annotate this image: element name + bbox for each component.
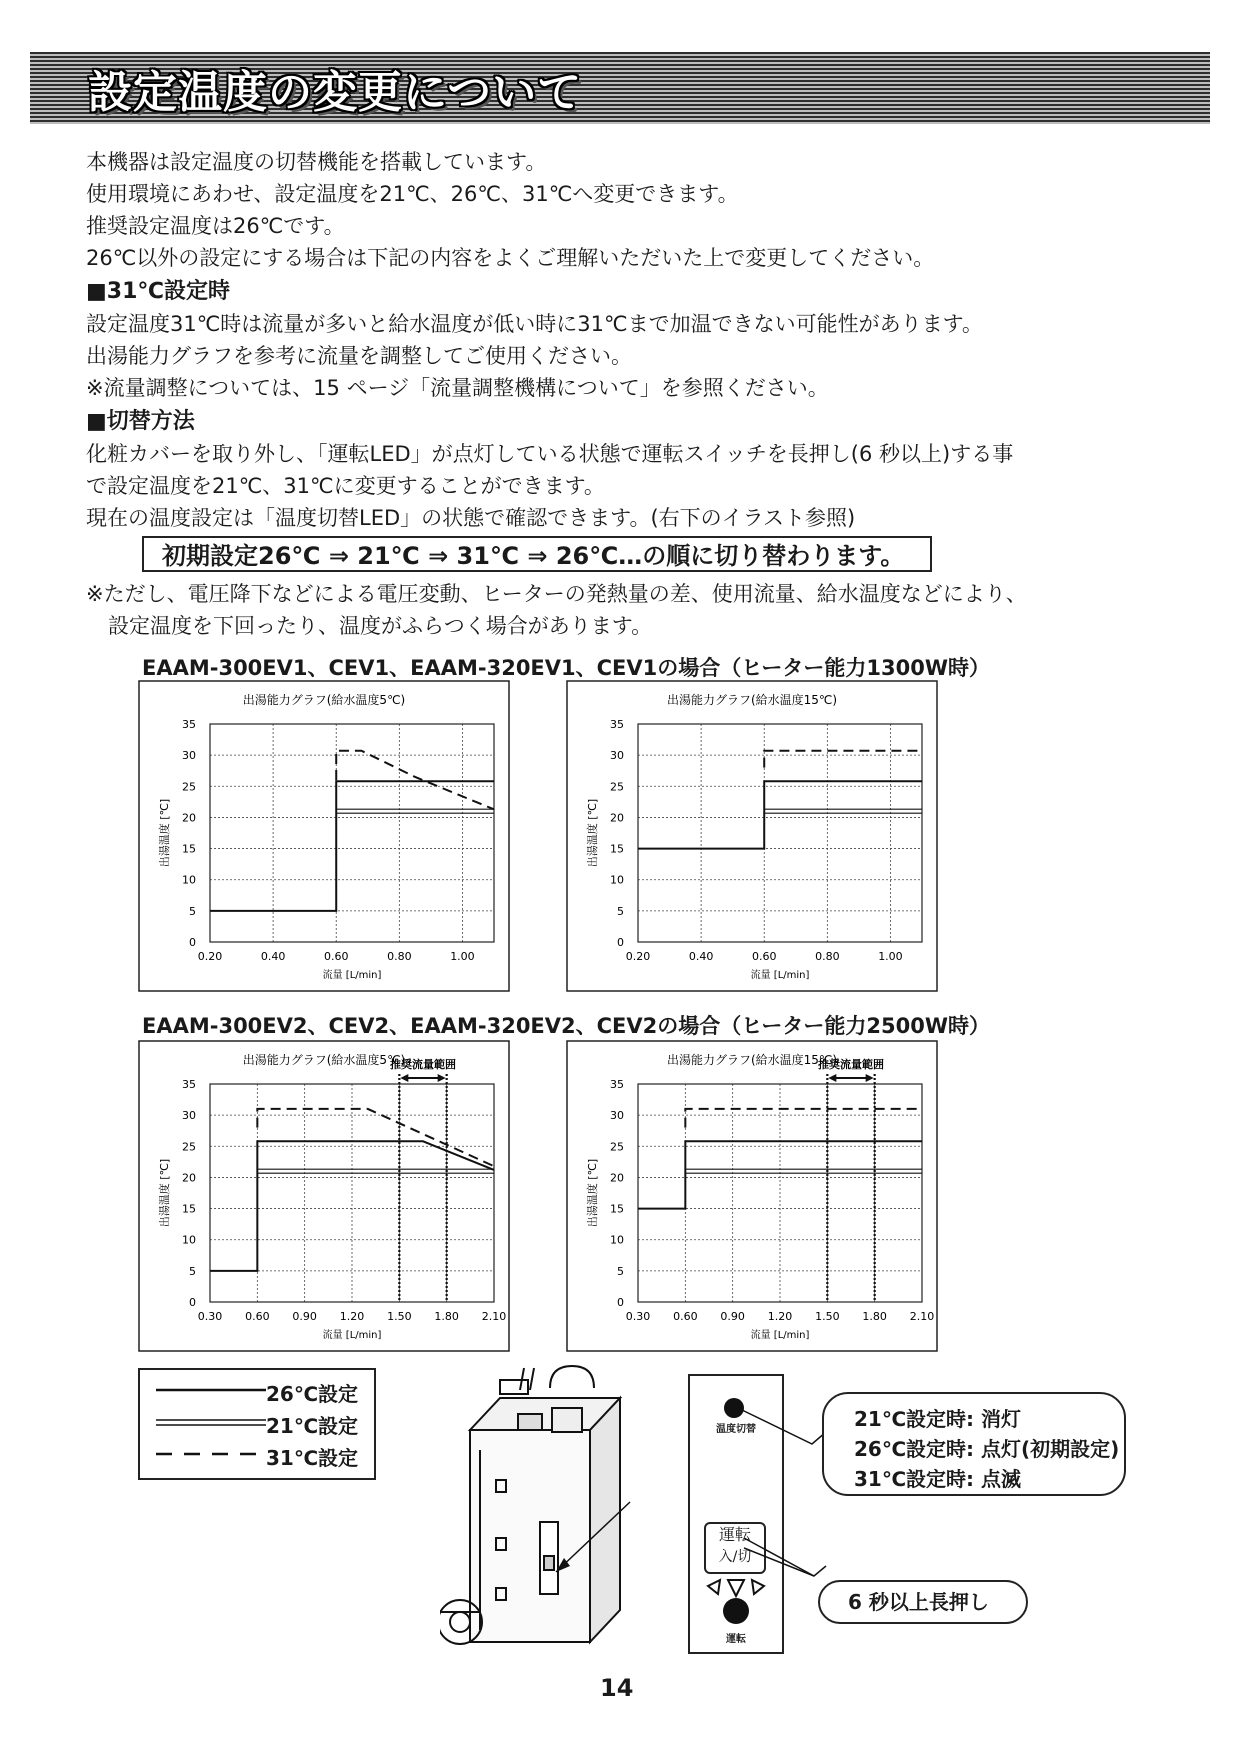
water-heater-illustration — [440, 1360, 690, 1660]
x-tick-label: 0.40 — [688, 950, 714, 963]
chart-1300w-15c — [566, 680, 938, 996]
hanger-hook — [550, 1366, 594, 1388]
run-switch-line2: 入/切 — [718, 1549, 752, 1565]
page-number: 14 — [600, 1674, 634, 1702]
y-tick-label: 10 — [610, 1233, 624, 1247]
y-tick-label: 5 — [617, 1264, 624, 1278]
switch-window — [544, 1556, 554, 1570]
switching-line-3: 現在の温度設定は「温度切替LED」の状態で確認できます。(右下のイラスト参照) — [86, 506, 856, 530]
y-tick-label: 30 — [182, 749, 196, 763]
x-tick-label: 2.10 — [481, 1310, 507, 1323]
x-tick-label: 0.60 — [673, 1310, 698, 1323]
chart-title: 出湯能力グラフ(給水温度5℃) — [242, 1053, 406, 1067]
y-tick-label: 15 — [182, 1202, 196, 1216]
y-tick-label: 5 — [189, 1264, 196, 1278]
y-tick-label: 35 — [610, 1078, 624, 1091]
y-tick-label: 0 — [189, 1296, 196, 1309]
y-tick-label: 15 — [610, 1202, 624, 1216]
y-tick-label: 20 — [182, 811, 196, 825]
temp-switch-led-label: 温度切替 — [716, 1424, 756, 1435]
recommended-range-label: 推奨流量範囲 — [818, 1058, 884, 1071]
x-axis-label: 流量 [L/min] — [322, 1330, 382, 1341]
long-press-callout: 6 秒以上長押し — [818, 1580, 1028, 1624]
led-status-callout — [822, 1392, 1126, 1496]
x-tick-label: 0.60 — [245, 1310, 270, 1323]
x-tick-label: 0.20 — [625, 950, 651, 963]
switching-line-1: 化粧カバーを取り外し、「運転LED」が点灯している状態で運転スイッチを長押し(6 秒以上)する事 — [86, 442, 1014, 466]
intro-line-1: 本機器は設定温度の切替機能を搭載しています。 — [86, 150, 547, 174]
recommended-range-label: 推奨流量範囲 — [390, 1058, 456, 1071]
y-tick-label: 0 — [617, 936, 624, 949]
intro-line-3: 推奨設定温度は26℃です。 — [86, 214, 345, 238]
legend-label-21: 21℃設定 — [266, 1414, 359, 1438]
x-tick-label: 1.80 — [434, 1310, 459, 1323]
y-tick-label: 20 — [182, 1171, 196, 1185]
y-tick-label: 5 — [189, 904, 196, 918]
legend-label-26: 26℃設定 — [266, 1382, 359, 1406]
chart-legend — [138, 1368, 376, 1480]
y-tick-label: 20 — [610, 1171, 624, 1185]
x-tick-label: 1.80 — [862, 1310, 887, 1323]
chart-2500w-5c — [138, 1040, 510, 1356]
y-tick-label: 10 — [610, 873, 624, 887]
drain-valve-inner — [450, 1612, 470, 1632]
x-tick-label: 0.90 — [292, 1310, 317, 1323]
y-tick-label: 15 — [182, 842, 196, 856]
y-tick-label: 30 — [182, 1109, 196, 1123]
x-tick-label: 0.60 — [323, 950, 349, 963]
y-axis-label: 出湯温度 [℃] — [586, 798, 599, 868]
x-tick-label: 0.30 — [625, 1310, 651, 1323]
y-tick-label: 10 — [182, 1233, 196, 1247]
x-tick-label: 1.00 — [878, 950, 903, 963]
x-tick-label: 1.50 — [815, 1310, 840, 1323]
chart-1300w-5c — [138, 680, 510, 996]
section2-title: EAAM-300EV2、CEV2、EAAM-320EV2、CEV2の場合（ヒーター能力2500W時） — [142, 1014, 991, 1038]
y-tick-label: 30 — [610, 1109, 624, 1123]
y-tick-label: 25 — [182, 780, 196, 794]
page-title: 設定温度の変更について — [88, 67, 583, 118]
x-tick-label: 1.20 — [339, 1310, 365, 1323]
title-banner — [30, 52, 1210, 124]
sec31-line-1: 設定温度31℃時は流量が多いと給水温度が低い時に31℃まで加温できない可能性があります。 — [86, 312, 983, 336]
y-tick-label: 0 — [189, 936, 196, 949]
run-switch-line1: 運転 — [718, 1525, 751, 1544]
heading-switching-method: ■切替方法 — [86, 409, 195, 434]
side-panel — [590, 1398, 620, 1642]
x-tick-label: 0.60 — [751, 950, 777, 963]
chart-2500w-15c — [566, 1040, 938, 1356]
y-axis-label: 出湯温度 [℃] — [158, 1158, 171, 1228]
intro-line-4: 26℃以外の設定にする場合は下記の内容をよくご理解いただいた上で変更してください。 — [86, 246, 935, 270]
y-tick-label: 25 — [610, 1140, 624, 1154]
led-status-21: 21℃設定時: 消灯 — [854, 1407, 1022, 1431]
top-fitting — [518, 1414, 542, 1430]
chart-title: 出湯能力グラフ(給水温度15℃) — [666, 693, 838, 707]
heading-31-setting: ■31℃設定時 — [86, 279, 231, 304]
led-status-31: 31℃設定時: 点滅 — [854, 1467, 1022, 1491]
x-tick-label: 0.30 — [197, 1310, 223, 1323]
chart-svg — [138, 1040, 510, 1352]
y-axis-label: 出湯温度 [℃] — [586, 1158, 599, 1228]
legend-label-31: 31℃設定 — [266, 1446, 359, 1470]
y-tick-label: 35 — [610, 718, 624, 731]
x-axis-label: 流量 [L/min] — [750, 970, 810, 981]
x-axis-label: 流量 [L/min] — [750, 1330, 810, 1341]
y-tick-label: 15 — [610, 842, 624, 856]
y-tick-label: 0 — [617, 1296, 624, 1309]
chart-svg — [566, 680, 938, 992]
x-tick-label: 0.80 — [815, 950, 840, 963]
bracket — [500, 1380, 528, 1394]
sec31-line-3: ※流量調整については、15 ページ「流量調整機構について」を参照ください。 — [86, 376, 829, 400]
x-tick-label: 1.50 — [387, 1310, 412, 1323]
x-tick-label: 0.40 — [260, 950, 286, 963]
x-tick-label: 2.10 — [909, 1310, 935, 1323]
y-tick-label: 25 — [610, 780, 624, 794]
y-tick-label: 25 — [182, 1140, 196, 1154]
y-tick-label: 5 — [617, 904, 624, 918]
chart-title: 出湯能力グラフ(給水温度15℃) — [666, 1053, 838, 1067]
x-tick-label: 0.80 — [387, 950, 412, 963]
y-tick-label: 35 — [182, 1078, 196, 1091]
front-panel — [470, 1430, 590, 1642]
chart-svg — [138, 680, 510, 992]
y-tick-label: 35 — [182, 718, 196, 731]
run-led-label: 運転 — [726, 1634, 746, 1645]
intro-line-2: 使用環境にあわせ、設定温度を21℃、26℃、31℃へ変更できます。 — [86, 182, 739, 206]
x-tick-label: 1.00 — [450, 950, 475, 963]
x-tick-label: 1.20 — [767, 1310, 793, 1323]
chart-svg — [566, 1040, 938, 1352]
y-axis-label: 出湯温度 [℃] — [158, 798, 171, 868]
sec31-line-2: 出湯能力グラフを参考に流量を調整してご使用ください。 — [86, 344, 632, 368]
legend-swatches — [148, 1370, 272, 1478]
chart-title: 出湯能力グラフ(給水温度5℃) — [242, 693, 406, 707]
section1-title: EAAM-300EV1、CEV1、EAAM-320EV1、CEV1の場合（ヒーター能力1300W時） — [142, 656, 991, 680]
x-tick-label: 0.20 — [197, 950, 223, 963]
y-tick-label: 20 — [610, 811, 624, 825]
switching-line-2: で設定温度を21℃、31℃に変更することができます。 — [86, 474, 605, 498]
y-tick-label: 10 — [182, 873, 196, 887]
note-line-2: 設定温度を下回ったり、温度がふらつく場合があります。 — [108, 614, 653, 638]
note-line-1: ※ただし、電圧降下などによる電圧変動、ヒーターの発熱量の差、使用流量、給水温度などにより、 — [86, 582, 1027, 606]
x-tick-label: 0.90 — [720, 1310, 745, 1323]
y-tick-label: 30 — [610, 749, 624, 763]
sequence-box: 初期設定26℃ ⇒ 21℃ ⇒ 31℃ ⇒ 26℃…の順に切り替わります。 — [142, 536, 932, 572]
x-axis-label: 流量 [L/min] — [322, 970, 382, 981]
led-status-26: 26℃設定時: 点灯(初期設定) — [854, 1437, 1120, 1461]
top-box — [552, 1408, 582, 1432]
